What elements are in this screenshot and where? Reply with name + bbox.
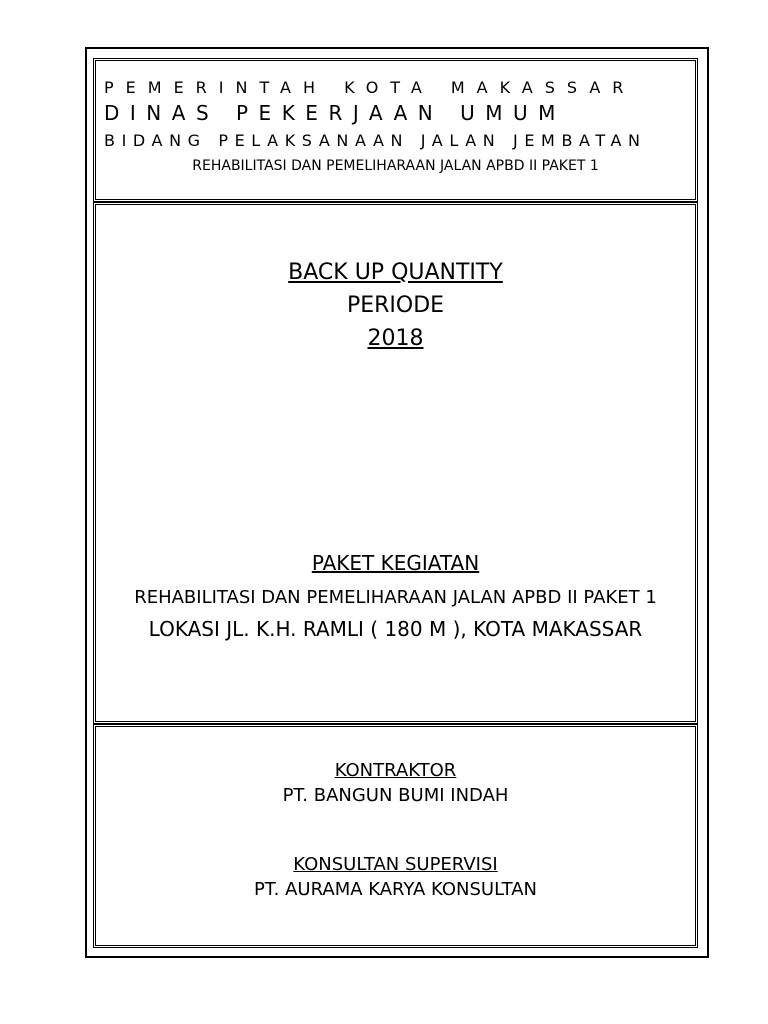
document-title: BACK UP QUANTITY [288,260,503,285]
location: LOKASI JL. K.H. RAMLI ( 180 M ), KOTA MAKASSAR [148,617,643,641]
header-box [93,58,698,202]
package-label: PAKET KEGIATAN [311,551,480,575]
period-label: PERIODE [346,293,445,318]
project-name: REHABILITASI DAN PEMELIHARAAN JALAN APBD II PAKET 1 [192,158,599,174]
department-name: DINAS PEKERJAAN UMUM [104,101,566,125]
contractor-label: KONTRAKTOR [334,760,457,781]
consultant-label: KONSULTAN SUPERVISI [293,854,498,875]
package-name: REHABILITASI DAN PEMELIHARAAN JALAN APBD II PAKET 1 [134,587,657,608]
period-year [96,326,695,351]
main-box [93,202,698,724]
government-name: PEMERINTAH KOTA MAKASSAR [104,78,636,97]
division-name: BIDANG PELAKSANAAN JALAN JEMBATAN [104,131,647,150]
footer-box [93,724,698,948]
period-year-text: 2018 [367,326,424,351]
contractor-name: PT. BANGUN BUMI INDAH [282,785,509,806]
consultant-name: PT. AURAMA KARYA KONSULTAN [253,879,538,900]
